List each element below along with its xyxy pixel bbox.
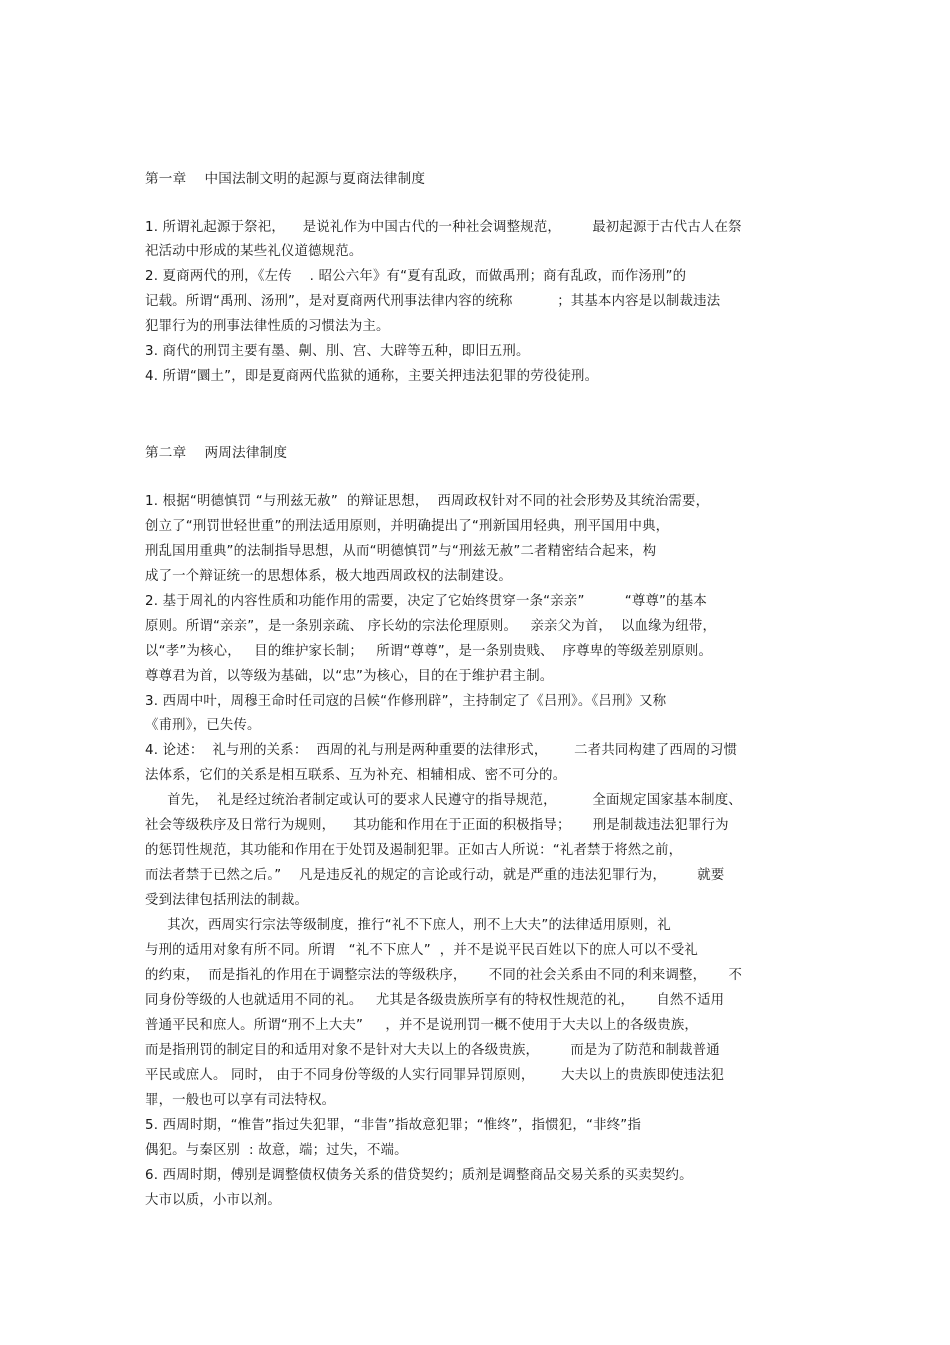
chapter-1-line: 犯罪行为的刑事法律性质的习惯法为主。 [145, 319, 390, 334]
chapter-1-line: 记载。所谓“禹刑、汤刑”，是对夏商两代刑事法律内容的统称 ；其基本内容是以制裁违法 [145, 294, 721, 309]
chapter-1-line: 祀活动中形成的某些礼仪道德规范。 [145, 244, 363, 259]
chapter-2-line: 普通平民和庶人。所谓“刑不上大夫” ，并不是说刑罚一概不使用于大夫以上的各级贵族， [145, 1018, 698, 1033]
chapter-2-line: 以“孝”为核心， 目的维护家长制； 所谓“尊尊”，是一条别贵贱、 序尊卑的等级差别原则。 [145, 644, 713, 659]
chapter-2-line: 法体系，它们的关系是相互联系、互为补充、相辅相成、密不可分的。 [145, 768, 567, 783]
chapter-2-line: 而法者禁于已然之后。” 凡是违反礼的规定的言论或行动，就是严重的违法犯罪行为， 就要 [145, 868, 725, 883]
chapter-1-line: 3. 商代的刑罚主要有墨、劓、刖、宫、大辟等五种，即旧五刑。 [145, 344, 530, 359]
chapter-2-line: 偶犯。与秦区别 : 故意，端；过失，不端。 [145, 1143, 408, 1158]
chapter-2-line: 原则。所谓“亲亲”，是一条别亲疏、 序长幼的宗法伦理原则。 亲亲父为首， 以血缘为纽带， [145, 619, 717, 634]
chapter-2-line: 平民或庶人。 同时， 由于不同身份等级的人实行同罪异罚原则， 大夫以上的贵族即使违法犯 [145, 1068, 725, 1083]
chapter-2-line: 其次，西周实行宗法等级制度，推行“礼不下庶人，刑不上大夫”的法律适用原则，礼 [145, 918, 671, 933]
chapter-2-line: 社会等级秩序及日常行为规则， 其功能和作用在于正面的积极指导； 刑是制裁违法犯罪行为 [145, 818, 729, 833]
chapter-2-line: 刑乱国用重典”的法制指导思想，从而“明德慎罚”与“刑兹无赦”二者精密结合起来，构 [145, 544, 657, 559]
chapter-2-line: 受到法律包括刑法的制裁。 [145, 893, 309, 908]
chapter-2-line: 的约束， 而是指礼的作用在于调整宗法的等级秩序， 不同的社会关系由不同的利来调整， 不 [145, 968, 743, 983]
chapter-2-line: 而是指刑罚的制定目的和适用对象不是针对大夫以上的各级贵族， 而是为了防范和制裁普通 [145, 1043, 720, 1058]
chapter-2-line: 2. 基于周礼的内容性质和功能作用的需要，决定了它始终贯穿一条“亲亲” “尊尊”的基本 [145, 594, 707, 609]
chapter-2-line: 5. 西周时期，“惟眚”指过失犯罪，“非眚”指故意犯罪；“惟终”，指惯犯，“非终”指 [145, 1118, 642, 1133]
chapter-2-line: 创立了“刑罚世轻世重”的刑法适用原则，并明确提出了“刑新国用轻典，刑平国用中典， [145, 519, 670, 534]
chapter-2-line: 同身份等级的人也就适用不同的礼。 尤其是各级贵族所享有的特权性规范的礼， 自然不适用 [145, 993, 725, 1008]
chapter-2-line: 成了一个辩证统一的思想体系，极大地西周政权的法制建设。 [145, 569, 512, 584]
chapter-2-line: 的惩罚性规范，其功能和作用在于处罚及遏制犯罪。正如古人所说：“礼者禁于将然之前， [145, 843, 683, 858]
chapter-2-line: 4. 论述： 礼与刑的关系： 西周的礼与刑是两种重要的法律形式， 二者共同构建了西周的习惯 [145, 743, 738, 758]
chapter-1-line: 1. 所谓礼起源于祭祀， 是说礼作为中国古代的一种社会调整规范， 最初起源于古代古人在祭 [145, 220, 742, 235]
chapter-1-line: 4. 所谓“圜土”，即是夏商两代监狱的通称，主要关押违法犯罪的劳役徒刑。 [145, 369, 599, 384]
chapter-2-line: 3. 西周中叶，周穆王命时任司寇的吕候“作修刑辟”，主持制定了《吕刑》。《吕刑》又称 [145, 694, 667, 709]
chapter-2-line: 1. 根据“明德慎罚 “与刑兹无赦” 的辩证思想， 西周政权针对不同的社会形势及其统治需要， [145, 494, 710, 509]
chapter-2-line: 《甫刑》，已失传。 [145, 718, 261, 733]
chapter-2-line: 6. 西周时期，傅别是调整债权债务关系的借贷契约；质剂是调整商品交易关系的买卖契约。 [145, 1168, 693, 1183]
chapter-2-line: 与刑的适用对象有所不同。所谓 “礼不下庶人” ，并不是说平民百姓以下的庶人可以不受礼 [145, 943, 698, 958]
chapter-1-heading: 第一章 中国法制文明的起源与夏商法律制度 [145, 171, 426, 187]
chapter-2-line: 尊尊君为首，以等级为基础，以“忠”为核心，目的在于维护君主制。 [145, 669, 554, 684]
chapter-2-line: 罪，一般也可以享有司法特权。 [145, 1093, 336, 1108]
chapter-2-heading: 第二章 两周法律制度 [145, 445, 288, 461]
chapter-2-line: 首先， 礼是经过统治者制定或认可的要求人民遵守的指导规范， 全面规定国家基本制度、 [145, 793, 742, 808]
chapter-2-line: 大市以质，小市以剂。 [145, 1193, 281, 1208]
chapter-1-line: 2. 夏商两代的刑，《左传 . 昭公六年》有“夏有乱政，而做禹刑；商有乱政，而作汤刑”的 [145, 269, 687, 284]
